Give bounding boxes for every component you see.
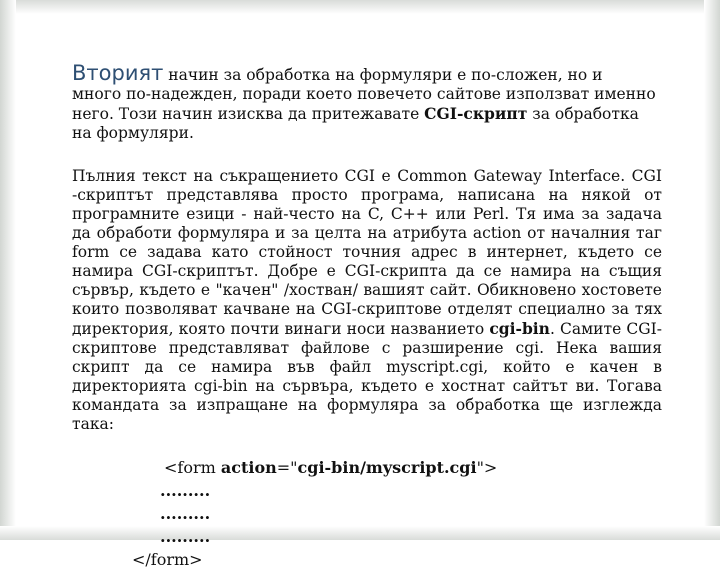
code-dots-1	[72, 479, 662, 502]
slide-frame-right	[704, 0, 720, 540]
code-dots-2-text: .........	[160, 504, 211, 523]
slide-frame-left	[0, 0, 16, 540]
paragraph-cgi-explanation	[72, 167, 662, 434]
slide-frame-top	[0, 0, 720, 14]
code-attr-eq: ="	[276, 458, 298, 477]
code-attr-value: cgi-bin/myscript.cgi	[297, 458, 477, 477]
cgi-bin-bold: cgi-bin	[489, 319, 550, 338]
intro-text-end: за обработка на формуляри.	[72, 105, 639, 142]
code-tag-start: <form	[164, 458, 221, 477]
code-dots-3	[72, 525, 662, 548]
code-attr-name: action	[220, 458, 277, 477]
slide-content	[72, 61, 662, 571]
intro-text: много по-надежден, поради което повечето сайтове използват именно него. Този начин изисква да притежавате	[72, 85, 656, 123]
code-tag-end: ">	[476, 458, 498, 477]
code-close-tag: </form>	[132, 550, 203, 569]
cgi-text: Пълния текст на съкращението CGI е Common Gateway Interface. CGI -скриптът представлява просто програма, написана на някой от програмните езици - най-често на C, C++ или Perl. Тя има за задача да обработи формуляра и за целта на атрибута action от началния таг form се задава като стойност точния адрес в интернет, където се намира CGI-скриптът. Добре е CGI-скрипта да се намира на същия сървър, където е "качен" /хостван/ вашият сайт. Обикновено хостовете които позволяват качване на CGI-скриптове отделят специално за тях директория, която почти винаги носи названието	[72, 167, 662, 338]
code-dots-2	[72, 502, 662, 525]
code-dots-1-text: .........	[160, 481, 211, 500]
code-open-tag	[72, 456, 662, 479]
cgi-text-end: . Самите CGI-скриптове представляват файлове с разширение cgi. Нека вашия скрипт да се намира във файл myscript.cgi, който е качен в директорията cgi-bin на сървъра, където е хостнат сайтът ви. Тогава командата за изпращане на формуляра за обработка ще изглежда така:	[72, 320, 662, 433]
intro-first-line	[72, 61, 603, 85]
paragraph-intro	[72, 61, 662, 143]
intro-first-word: Вторият	[72, 61, 164, 85]
code-dots-3-text: .........	[160, 527, 211, 546]
intro-line1-rest: начин за обработка на формуляри е по-сложен, но и	[163, 66, 603, 84]
code-example	[72, 456, 662, 571]
intro-bold-cgi-script: CGI-скрипт	[424, 104, 528, 123]
